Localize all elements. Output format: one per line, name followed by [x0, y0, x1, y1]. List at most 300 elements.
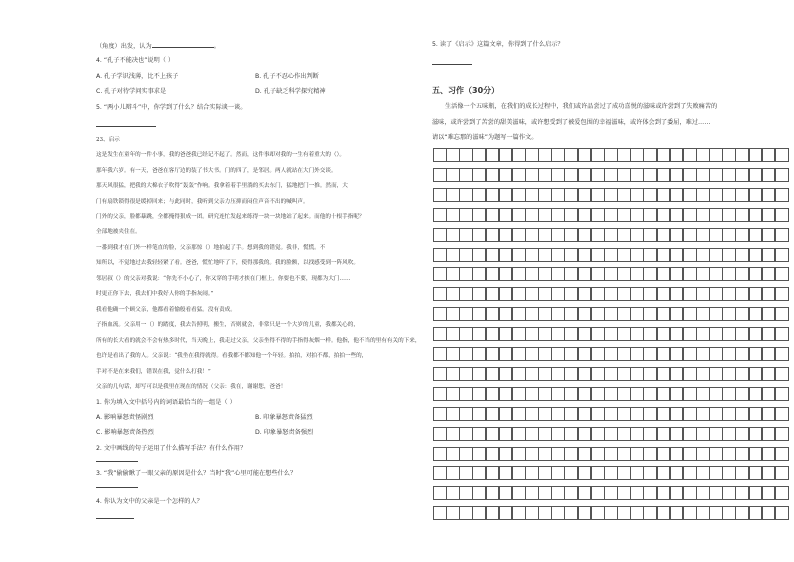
grid-cell[interactable] — [551, 188, 565, 202]
grid-cell[interactable] — [657, 307, 671, 321]
answer-blank[interactable] — [432, 64, 472, 65]
grid-cell[interactable] — [486, 168, 500, 182]
grid-cell[interactable] — [617, 287, 631, 301]
grid-cell[interactable] — [722, 287, 736, 301]
grid-cell[interactable] — [617, 447, 631, 461]
grid-cell[interactable] — [604, 427, 618, 441]
grid-cell[interactable] — [525, 486, 539, 500]
grid-cell[interactable] — [433, 387, 447, 401]
grid-cell[interactable] — [446, 486, 460, 500]
grid-cell[interactable] — [709, 208, 723, 222]
grid-cell[interactable] — [775, 248, 789, 262]
grid-cell[interactable] — [749, 168, 763, 182]
grid-cell[interactable] — [670, 466, 684, 480]
grid-cell[interactable] — [459, 327, 473, 341]
grid-cell[interactable] — [604, 307, 618, 321]
grid-cell[interactable] — [709, 287, 723, 301]
grid-cell[interactable] — [643, 466, 657, 480]
grid-cell[interactable] — [472, 228, 486, 242]
grid-cell[interactable] — [512, 486, 526, 500]
grid-cell[interactable] — [564, 228, 578, 242]
grid-cell[interactable] — [735, 427, 749, 441]
grid-cell[interactable] — [670, 327, 684, 341]
grid-cell[interactable] — [591, 267, 605, 281]
grid-cell[interactable] — [617, 327, 631, 341]
grid-cell[interactable] — [486, 327, 500, 341]
grid-cell[interactable] — [643, 248, 657, 262]
grid-cell[interactable] — [486, 148, 500, 162]
grid-cell[interactable] — [578, 427, 592, 441]
grid-cell[interactable] — [762, 287, 776, 301]
grid-cell[interactable] — [472, 188, 486, 202]
grid-cell[interactable] — [604, 347, 618, 361]
grid-cell[interactable] — [538, 148, 552, 162]
grid-cell[interactable] — [749, 466, 763, 480]
grid-cell[interactable] — [735, 267, 749, 281]
grid-cell[interactable] — [735, 148, 749, 162]
grid-cell[interactable] — [433, 248, 447, 262]
grid-cell[interactable] — [472, 427, 486, 441]
grid-cell[interactable] — [486, 466, 500, 480]
grid-cell[interactable] — [630, 228, 644, 242]
grid-cell[interactable] — [643, 307, 657, 321]
grid-cell[interactable] — [499, 447, 513, 461]
grid-cell[interactable] — [525, 267, 539, 281]
grid-cell[interactable] — [735, 248, 749, 262]
grid-cell[interactable] — [696, 506, 710, 520]
grid-cell[interactable] — [630, 267, 644, 281]
grid-cell[interactable] — [735, 387, 749, 401]
grid-cell[interactable] — [709, 486, 723, 500]
grid-cell[interactable] — [591, 248, 605, 262]
grid-cell[interactable] — [564, 267, 578, 281]
grid-cell[interactable] — [749, 347, 763, 361]
grid-cell[interactable] — [775, 188, 789, 202]
grid-cell[interactable] — [643, 367, 657, 381]
grid-cell[interactable] — [433, 327, 447, 341]
grid-cell[interactable] — [459, 188, 473, 202]
grid-cell[interactable] — [525, 208, 539, 222]
grid-cell[interactable] — [709, 387, 723, 401]
grid-cell[interactable] — [499, 228, 513, 242]
grid-cell[interactable] — [564, 347, 578, 361]
grid-cell[interactable] — [578, 387, 592, 401]
grid-cell[interactable] — [499, 387, 513, 401]
grid-cell[interactable] — [696, 427, 710, 441]
grid-cell[interactable] — [762, 407, 776, 421]
grid-cell[interactable] — [433, 307, 447, 321]
grid-cell[interactable] — [525, 248, 539, 262]
grid-cell[interactable] — [512, 347, 526, 361]
grid-cell[interactable] — [709, 447, 723, 461]
grid-cell[interactable] — [709, 228, 723, 242]
grid-cell[interactable] — [551, 506, 565, 520]
grid-cell[interactable] — [551, 248, 565, 262]
grid-cell[interactable] — [722, 427, 736, 441]
grid-cell[interactable] — [486, 506, 500, 520]
grid-cell[interactable] — [578, 188, 592, 202]
grid-cell[interactable] — [657, 466, 671, 480]
grid-cell[interactable] — [696, 486, 710, 500]
grid-cell[interactable] — [564, 248, 578, 262]
grid-cell[interactable] — [709, 267, 723, 281]
grid-cell[interactable] — [446, 208, 460, 222]
grid-cell[interactable] — [630, 188, 644, 202]
grid-cell[interactable] — [499, 327, 513, 341]
grid-cell[interactable] — [538, 466, 552, 480]
grid-cell[interactable] — [670, 267, 684, 281]
grid-cell[interactable] — [499, 287, 513, 301]
grid-cell[interactable] — [486, 387, 500, 401]
grid-cell[interactable] — [472, 367, 486, 381]
grid-cell[interactable] — [433, 188, 447, 202]
grid-cell[interactable] — [749, 327, 763, 341]
grid-cell[interactable] — [643, 347, 657, 361]
grid-cell[interactable] — [775, 367, 789, 381]
grid-cell[interactable] — [762, 447, 776, 461]
grid-cell[interactable] — [762, 228, 776, 242]
grid-cell[interactable] — [683, 347, 697, 361]
grid-cell[interactable] — [762, 327, 776, 341]
grid-cell[interactable] — [617, 168, 631, 182]
grid-cell[interactable] — [604, 168, 618, 182]
grid-cell[interactable] — [499, 307, 513, 321]
grid-cell[interactable] — [775, 447, 789, 461]
grid-cell[interactable] — [643, 506, 657, 520]
grid-cell[interactable] — [538, 447, 552, 461]
grid-cell[interactable] — [578, 486, 592, 500]
grid-cell[interactable] — [630, 168, 644, 182]
grid-cell[interactable] — [525, 427, 539, 441]
grid-cell[interactable] — [591, 188, 605, 202]
grid-cell[interactable] — [749, 427, 763, 441]
grid-cell[interactable] — [657, 447, 671, 461]
grid-cell[interactable] — [709, 347, 723, 361]
grid-cell[interactable] — [525, 387, 539, 401]
grid-cell[interactable] — [472, 148, 486, 162]
grid-cell[interactable] — [499, 208, 513, 222]
grid-cell[interactable] — [525, 367, 539, 381]
grid-cell[interactable] — [499, 466, 513, 480]
grid-cell[interactable] — [749, 387, 763, 401]
grid-cell[interactable] — [670, 307, 684, 321]
grid-cell[interactable] — [578, 307, 592, 321]
grid-cell[interactable] — [486, 267, 500, 281]
grid-cell[interactable] — [762, 506, 776, 520]
grid-cell[interactable] — [643, 427, 657, 441]
grid-cell[interactable] — [564, 506, 578, 520]
grid-cell[interactable] — [696, 248, 710, 262]
grid-cell[interactable] — [762, 208, 776, 222]
grid-cell[interactable] — [683, 407, 697, 421]
grid-cell[interactable] — [512, 407, 526, 421]
grid-cell[interactable] — [578, 168, 592, 182]
grid-cell[interactable] — [683, 387, 697, 401]
grid-cell[interactable] — [525, 148, 539, 162]
grid-cell[interactable] — [499, 486, 513, 500]
grid-cell[interactable] — [433, 407, 447, 421]
grid-cell[interactable] — [683, 228, 697, 242]
grid-cell[interactable] — [762, 148, 776, 162]
grid-cell[interactable] — [512, 168, 526, 182]
grid-cell[interactable] — [486, 427, 500, 441]
grid-cell[interactable] — [670, 188, 684, 202]
grid-cell[interactable] — [735, 188, 749, 202]
grid-cell[interactable] — [433, 287, 447, 301]
answer-blank[interactable] — [152, 41, 214, 48]
grid-cell[interactable] — [775, 168, 789, 182]
grid-cell[interactable] — [722, 148, 736, 162]
grid-cell[interactable] — [591, 287, 605, 301]
grid-cell[interactable] — [643, 148, 657, 162]
grid-cell[interactable] — [630, 506, 644, 520]
grid-cell[interactable] — [499, 427, 513, 441]
grid-cell[interactable] — [591, 148, 605, 162]
grid-cell[interactable] — [446, 427, 460, 441]
grid-cell[interactable] — [617, 228, 631, 242]
grid-cell[interactable] — [696, 287, 710, 301]
grid-cell[interactable] — [499, 148, 513, 162]
grid-cell[interactable] — [683, 188, 697, 202]
grid-cell[interactable] — [486, 208, 500, 222]
grid-cell[interactable] — [617, 148, 631, 162]
grid-cell[interactable] — [591, 387, 605, 401]
grid-cell[interactable] — [709, 327, 723, 341]
grid-cell[interactable] — [775, 307, 789, 321]
grid-cell[interactable] — [512, 188, 526, 202]
grid-cell[interactable] — [538, 248, 552, 262]
grid-cell[interactable] — [670, 208, 684, 222]
grid-cell[interactable] — [735, 506, 749, 520]
grid-cell[interactable] — [538, 387, 552, 401]
grid-cell[interactable] — [459, 148, 473, 162]
grid-cell[interactable] — [525, 506, 539, 520]
grid-cell[interactable] — [525, 327, 539, 341]
grid-cell[interactable] — [643, 208, 657, 222]
grid-cell[interactable] — [486, 367, 500, 381]
grid-cell[interactable] — [683, 427, 697, 441]
grid-cell[interactable] — [433, 168, 447, 182]
grid-cell[interactable] — [775, 148, 789, 162]
grid-cell[interactable] — [538, 307, 552, 321]
grid-cell[interactable] — [591, 327, 605, 341]
grid-cell[interactable] — [459, 168, 473, 182]
grid-cell[interactable] — [433, 347, 447, 361]
grid-cell[interactable] — [749, 267, 763, 281]
grid-cell[interactable] — [512, 387, 526, 401]
grid-cell[interactable] — [643, 267, 657, 281]
grid-cell[interactable] — [683, 148, 697, 162]
grid-cell[interactable] — [722, 188, 736, 202]
grid-cell[interactable] — [604, 486, 618, 500]
grid-cell[interactable] — [499, 367, 513, 381]
grid-cell[interactable] — [578, 228, 592, 242]
grid-cell[interactable] — [578, 287, 592, 301]
grid-cell[interactable] — [696, 307, 710, 321]
grid-cell[interactable] — [749, 148, 763, 162]
grid-cell[interactable] — [630, 327, 644, 341]
grid-cell[interactable] — [551, 427, 565, 441]
grid-cell[interactable] — [512, 367, 526, 381]
grid-cell[interactable] — [564, 188, 578, 202]
grid-cell[interactable] — [696, 188, 710, 202]
grid-cell[interactable] — [670, 387, 684, 401]
grid-cell[interactable] — [762, 168, 776, 182]
grid-cell[interactable] — [762, 248, 776, 262]
grid-cell[interactable] — [722, 387, 736, 401]
grid-cell[interactable] — [551, 447, 565, 461]
grid-cell[interactable] — [617, 367, 631, 381]
grid-cell[interactable] — [617, 387, 631, 401]
grid-cell[interactable] — [512, 327, 526, 341]
grid-cell[interactable] — [538, 427, 552, 441]
grid-cell[interactable] — [630, 148, 644, 162]
grid-cell[interactable] — [683, 367, 697, 381]
grid-cell[interactable] — [551, 367, 565, 381]
grid-cell[interactable] — [472, 387, 486, 401]
grid-cell[interactable] — [683, 267, 697, 281]
grid-cell[interactable] — [735, 407, 749, 421]
grid-cell[interactable] — [525, 228, 539, 242]
grid-cell[interactable] — [604, 447, 618, 461]
grid-cell[interactable] — [762, 387, 776, 401]
grid-cell[interactable] — [670, 367, 684, 381]
grid-cell[interactable] — [630, 407, 644, 421]
grid-cell[interactable] — [499, 168, 513, 182]
grid-cell[interactable] — [525, 447, 539, 461]
answer-blank[interactable] — [96, 518, 134, 519]
grid-cell[interactable] — [722, 486, 736, 500]
grid-cell[interactable] — [604, 287, 618, 301]
grid-cell[interactable] — [459, 486, 473, 500]
grid-cell[interactable] — [657, 427, 671, 441]
grid-cell[interactable] — [578, 466, 592, 480]
grid-cell[interactable] — [775, 327, 789, 341]
grid-cell[interactable] — [735, 208, 749, 222]
grid-cell[interactable] — [578, 267, 592, 281]
grid-cell[interactable] — [472, 267, 486, 281]
grid-cell[interactable] — [512, 287, 526, 301]
grid-cell[interactable] — [735, 228, 749, 242]
grid-cell[interactable] — [696, 208, 710, 222]
grid-cell[interactable] — [564, 168, 578, 182]
grid-cell[interactable] — [446, 267, 460, 281]
grid-cell[interactable] — [617, 188, 631, 202]
grid-cell[interactable] — [722, 466, 736, 480]
grid-cell[interactable] — [709, 407, 723, 421]
grid-cell[interactable] — [630, 387, 644, 401]
grid-cell[interactable] — [512, 447, 526, 461]
grid-cell[interactable] — [604, 208, 618, 222]
grid-cell[interactable] — [775, 267, 789, 281]
grid-cell[interactable] — [749, 228, 763, 242]
grid-cell[interactable] — [749, 447, 763, 461]
grid-cell[interactable] — [604, 148, 618, 162]
grid-cell[interactable] — [775, 387, 789, 401]
grid-cell[interactable] — [735, 486, 749, 500]
grid-cell[interactable] — [578, 347, 592, 361]
grid-cell[interactable] — [735, 307, 749, 321]
grid-cell[interactable] — [591, 208, 605, 222]
grid-cell[interactable] — [735, 466, 749, 480]
grid-cell[interactable] — [775, 287, 789, 301]
grid-cell[interactable] — [551, 148, 565, 162]
grid-cell[interactable] — [657, 367, 671, 381]
grid-cell[interactable] — [512, 228, 526, 242]
grid-cell[interactable] — [433, 486, 447, 500]
grid-cell[interactable] — [683, 506, 697, 520]
grid-cell[interactable] — [486, 447, 500, 461]
grid-cell[interactable] — [749, 248, 763, 262]
grid-cell[interactable] — [683, 466, 697, 480]
grid-cell[interactable] — [643, 486, 657, 500]
grid-cell[interactable] — [538, 287, 552, 301]
grid-cell[interactable] — [722, 248, 736, 262]
grid-cell[interactable] — [670, 506, 684, 520]
grid-cell[interactable] — [538, 168, 552, 182]
grid-cell[interactable] — [735, 347, 749, 361]
grid-cell[interactable] — [775, 208, 789, 222]
grid-cell[interactable] — [459, 347, 473, 361]
grid-cell[interactable] — [564, 327, 578, 341]
grid-cell[interactable] — [722, 307, 736, 321]
grid-cell[interactable] — [578, 248, 592, 262]
grid-cell[interactable] — [670, 287, 684, 301]
grid-cell[interactable] — [735, 367, 749, 381]
answer-blank[interactable] — [96, 126, 156, 127]
grid-cell[interactable] — [525, 188, 539, 202]
grid-cell[interactable] — [683, 307, 697, 321]
grid-cell[interactable] — [749, 208, 763, 222]
grid-cell[interactable] — [538, 347, 552, 361]
grid-cell[interactable] — [709, 427, 723, 441]
grid-cell[interactable] — [591, 486, 605, 500]
grid-cell[interactable] — [670, 168, 684, 182]
grid-cell[interactable] — [499, 248, 513, 262]
grid-cell[interactable] — [564, 427, 578, 441]
grid-cell[interactable] — [564, 287, 578, 301]
grid-cell[interactable] — [709, 148, 723, 162]
grid-cell[interactable] — [538, 367, 552, 381]
grid-cell[interactable] — [657, 168, 671, 182]
grid-cell[interactable] — [775, 506, 789, 520]
grid-cell[interactable] — [564, 367, 578, 381]
grid-cell[interactable] — [683, 327, 697, 341]
grid-cell[interactable] — [538, 208, 552, 222]
grid-cell[interactable] — [775, 466, 789, 480]
grid-cell[interactable] — [709, 466, 723, 480]
grid-cell[interactable] — [604, 367, 618, 381]
grid-cell[interactable] — [657, 387, 671, 401]
grid-cell[interactable] — [551, 208, 565, 222]
grid-cell[interactable] — [551, 486, 565, 500]
grid-cell[interactable] — [630, 427, 644, 441]
grid-cell[interactable] — [722, 347, 736, 361]
grid-cell[interactable] — [657, 347, 671, 361]
grid-cell[interactable] — [762, 367, 776, 381]
grid-cell[interactable] — [604, 267, 618, 281]
grid-cell[interactable] — [446, 248, 460, 262]
grid-cell[interactable] — [617, 506, 631, 520]
grid-cell[interactable] — [696, 447, 710, 461]
grid-cell[interactable] — [472, 307, 486, 321]
grid-cell[interactable] — [433, 466, 447, 480]
grid-cell[interactable] — [591, 228, 605, 242]
grid-cell[interactable] — [722, 447, 736, 461]
grid-cell[interactable] — [762, 466, 776, 480]
grid-cell[interactable] — [499, 347, 513, 361]
grid-cell[interactable] — [459, 287, 473, 301]
